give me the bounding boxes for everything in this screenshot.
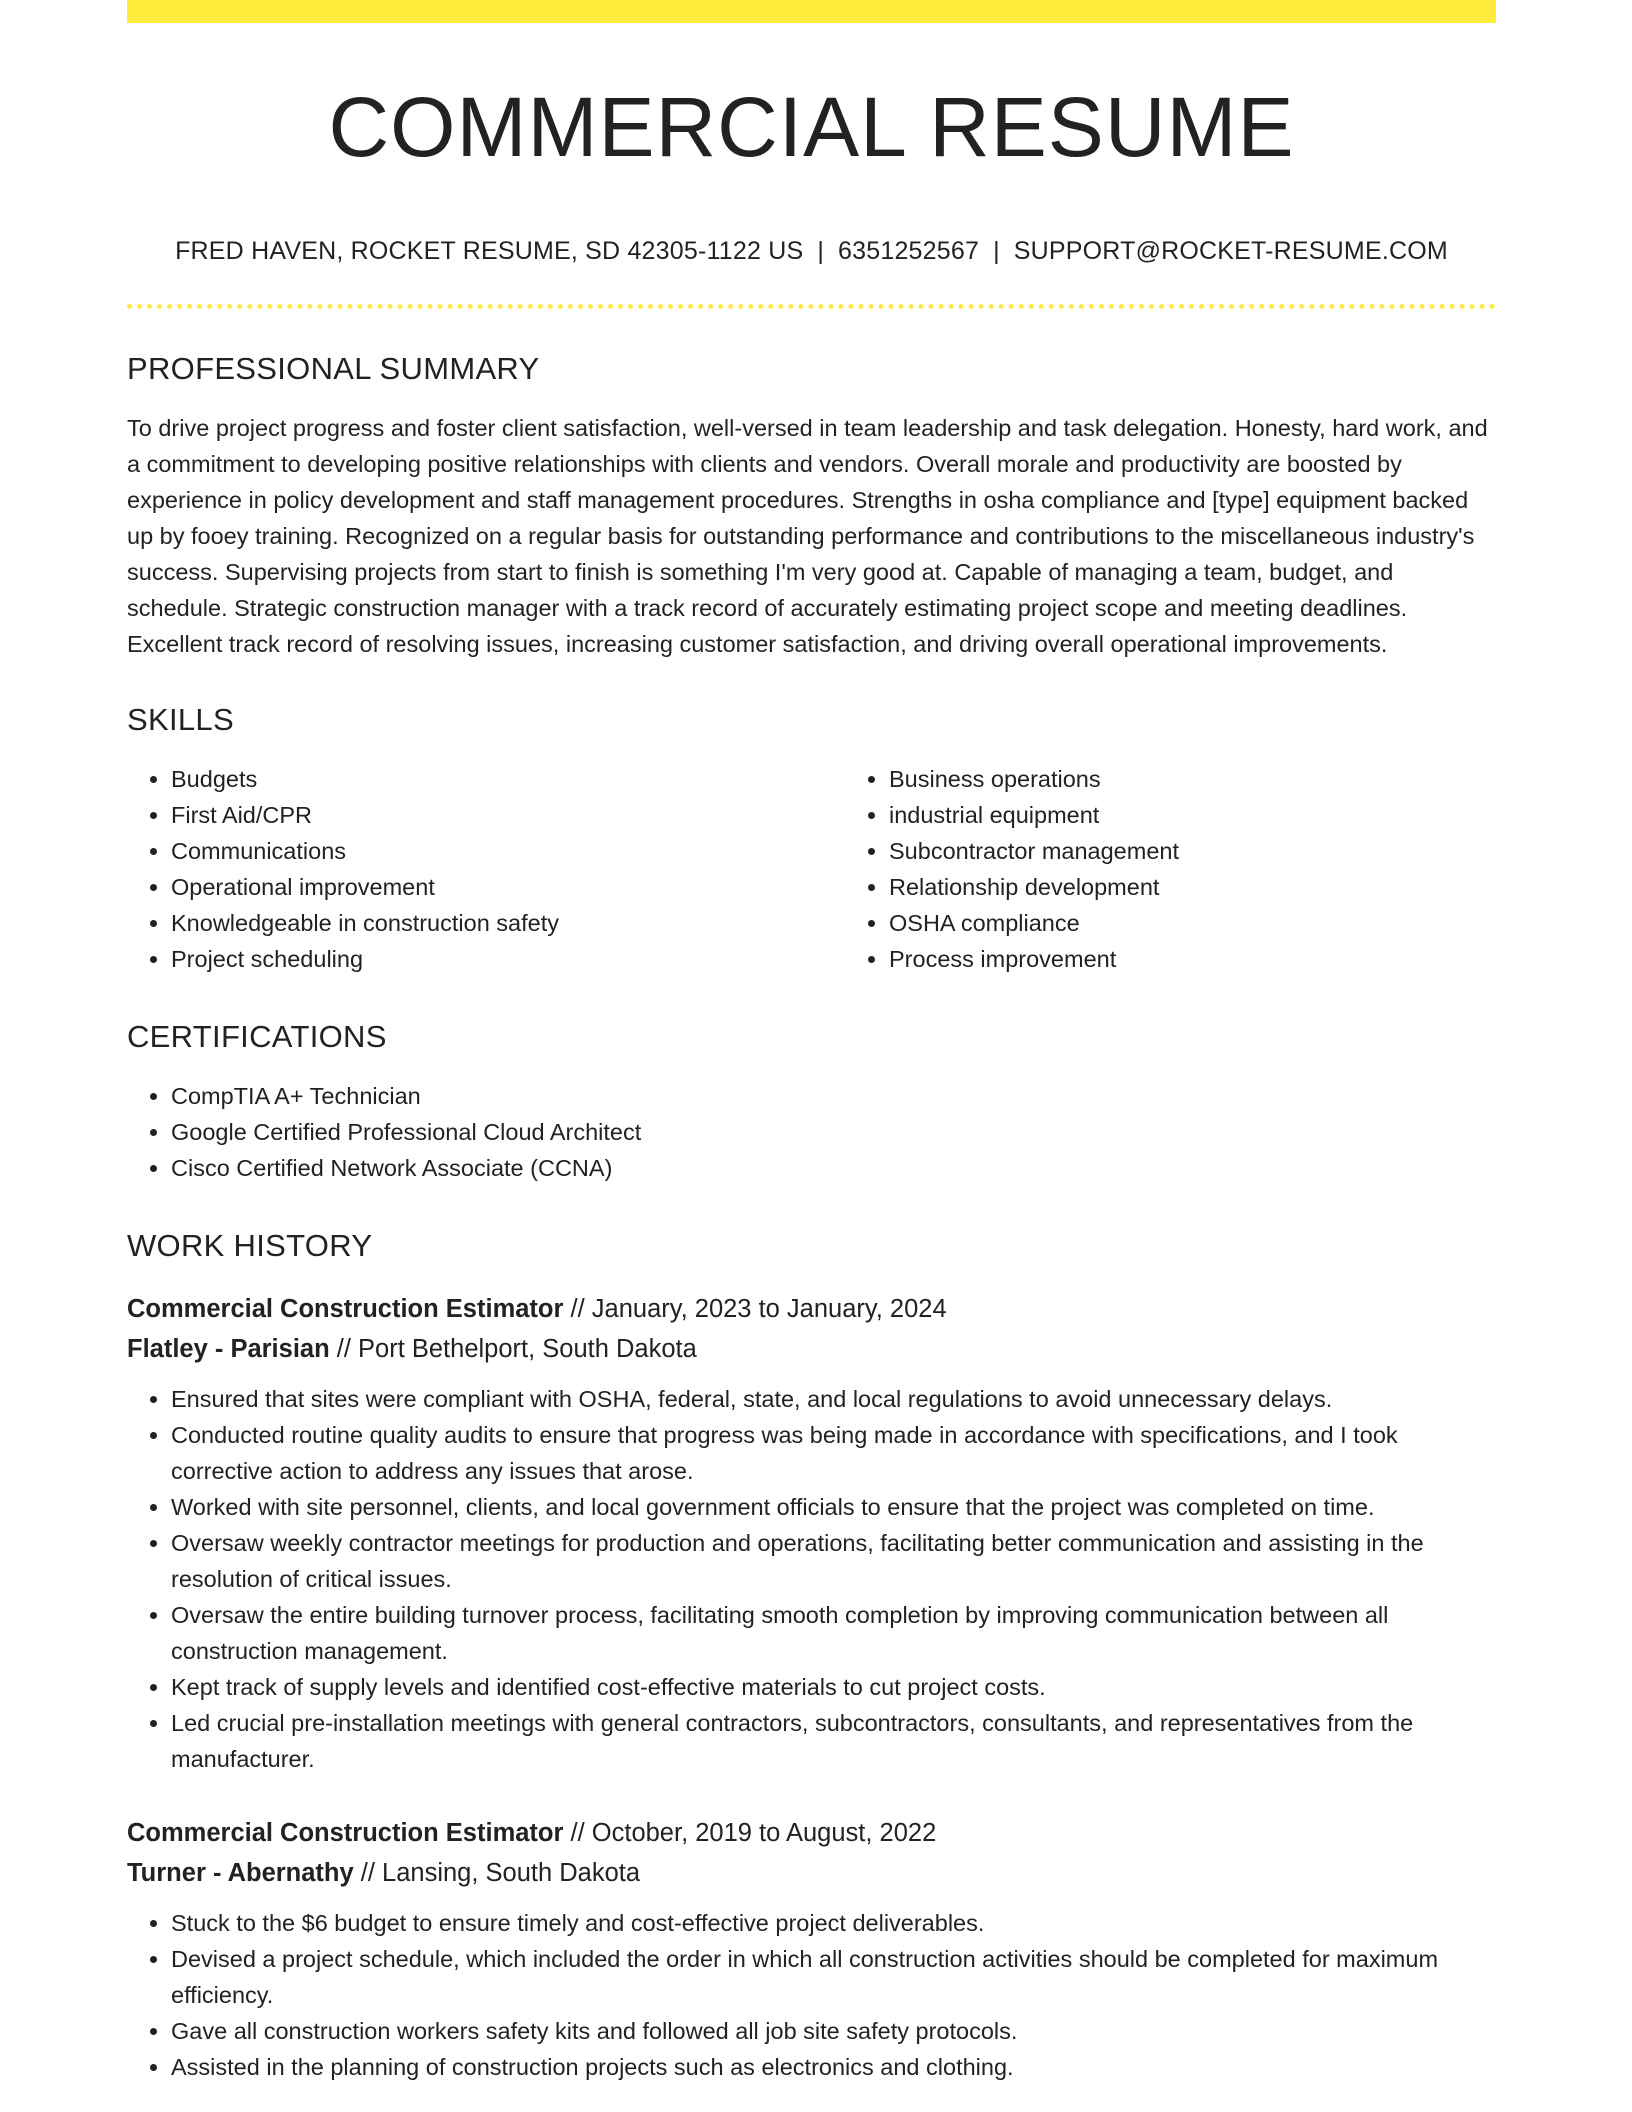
- summary-section: [127, 353, 1496, 662]
- job-bullet: • Kept track of supply levels and identified cost-effective materials to cut project costs.: [171, 1669, 1496, 1705]
- job-bullet: • Worked with site personnel, clients, and local government officials to ensure that the project was completed on time.: [171, 1489, 1496, 1525]
- certification-item: • Google Certified Professional Cloud Architect: [171, 1114, 1496, 1150]
- job-company-line: [127, 1329, 1496, 1369]
- job-title-line: [127, 1813, 1496, 1853]
- job-bullet: • Assisted in the planning of construction projects such as electronics and clothing.: [171, 2049, 1496, 2085]
- job-company: Turner - Abernathy: [127, 1859, 354, 1887]
- certification-item: • Cisco Certified Network Associate (CCNA): [171, 1150, 1496, 1186]
- skills-list-left: [127, 761, 845, 977]
- job-title: Commercial Construction Estimator: [127, 1819, 564, 1847]
- summary-text: To drive project progress and foster client satisfaction, well-versed in team leadership and task delegation. Honesty, hard work, and a commitment to developing positive relationships with clients and vendors. Overall morale and productivity are boosted by experience in policy development and staff management procedures. Strengths in osha compliance and [type] equipment backed up by fooey training. Recognized on a regular basis for outstanding performance and contributions to the miscellaneous industry's success. Supervising projects from start to finish is something I'm very good at. Capable of managing a team, budget, and schedule. Strategic construction manager with a track record of accurately estimating project scope and meeting deadlines. Excellent track record of resolving issues, increasing customer satisfaction, and driving overall operational improvements.: [127, 415, 1488, 657]
- skill-item: • Communications: [171, 833, 845, 869]
- skill-item: • Business operations: [889, 761, 1563, 797]
- job-bullets: [127, 1905, 1496, 2085]
- contact-phone: 6351252567: [838, 237, 980, 265]
- skill-item: • First Aid/CPR: [171, 797, 845, 833]
- certifications-list: [127, 1078, 1496, 1186]
- skill-item: • Budgets: [171, 761, 845, 797]
- job-title: Commercial Construction Estimator: [127, 1295, 564, 1323]
- skill-item: • Relationship development: [889, 869, 1563, 905]
- job-entry: [127, 1289, 1496, 1777]
- skill-item: • Process improvement: [889, 941, 1563, 977]
- contact-line: [127, 237, 1496, 266]
- job-location: // Lansing, South Dakota: [360, 1859, 641, 1887]
- contact-separator: |: [993, 237, 1000, 265]
- skill-item: • industrial equipment: [889, 797, 1563, 833]
- contact-email: SUPPORT@ROCKET-RESUME.COM: [1013, 237, 1448, 265]
- certification-item: • CompTIA A+ Technician: [171, 1078, 1496, 1114]
- work-history-heading: WORK HISTORY: [127, 1228, 373, 1263]
- job-bullet: • Devised a project schedule, which included the order in which all construction activities should be completed for maximum efficiency.: [171, 1941, 1496, 2013]
- skills-grid: [127, 761, 1496, 977]
- resume-title: COMMERCIAL RESUME: [328, 80, 1295, 174]
- job-dates: // October, 2019 to August, 2022: [570, 1819, 937, 1847]
- skills-list-right: [845, 761, 1563, 977]
- accent-top-bar: [127, 0, 1496, 23]
- job-bullet: • Conducted routine quality audits to ensure that progress was being made in accordance with specifications, and I took corrective action to address any issues that arose.: [171, 1417, 1496, 1489]
- contact-address: FRED HAVEN, ROCKET RESUME, SD 42305-1122 US: [175, 237, 804, 265]
- job-bullet: • Oversaw weekly contractor meetings for production and operations, facilitating better communication and assisting in the resolution of critical issues.: [171, 1525, 1496, 1597]
- job-bullet: • Led crucial pre-installation meetings with general contractors, subcontractors, consultants, and representatives from the manufacturer.: [171, 1705, 1496, 1777]
- job-bullet: • Oversaw the entire building turnover process, facilitating smooth completion by improving communication between all construction management.: [171, 1597, 1496, 1669]
- resume-page: [127, 0, 1496, 2085]
- job-dates: // January, 2023 to January, 2024: [570, 1295, 947, 1323]
- job-bullet: • Gave all construction workers safety kits and followed all job site safety protocols.: [171, 2013, 1496, 2049]
- job-bullets: [127, 1381, 1496, 1777]
- certifications-section: [127, 1021, 1496, 1186]
- job-title-line: [127, 1289, 1496, 1329]
- job-bullet: • Ensured that sites were compliant with OSHA, federal, state, and local regulations to avoid unnecessary delays.: [171, 1381, 1496, 1417]
- skills-heading: SKILLS: [127, 702, 234, 737]
- job-entry: [127, 1813, 1496, 2085]
- job-location: // Port Bethelport, South Dakota: [336, 1335, 697, 1363]
- skill-item: • Project scheduling: [171, 941, 845, 977]
- work-history-section: [127, 1230, 1496, 2085]
- certifications-heading: CERTIFICATIONS: [127, 1019, 387, 1054]
- skill-item: • Knowledgeable in construction safety: [171, 905, 845, 941]
- skills-section: [127, 704, 1496, 977]
- skill-item: • OSHA compliance: [889, 905, 1563, 941]
- job-bullet: • Stuck to the $6 budget to ensure timely and cost-effective project deliverables.: [171, 1905, 1496, 1941]
- contact-separator: |: [817, 237, 825, 265]
- summary-heading: PROFESSIONAL SUMMARY: [127, 351, 540, 386]
- job-company-line: [127, 1853, 1496, 1893]
- dotted-divider: [127, 304, 1496, 309]
- skill-item: • Operational improvement: [171, 869, 845, 905]
- job-company: Flatley - Parisian: [127, 1335, 330, 1363]
- skill-item: • Subcontractor management: [889, 833, 1563, 869]
